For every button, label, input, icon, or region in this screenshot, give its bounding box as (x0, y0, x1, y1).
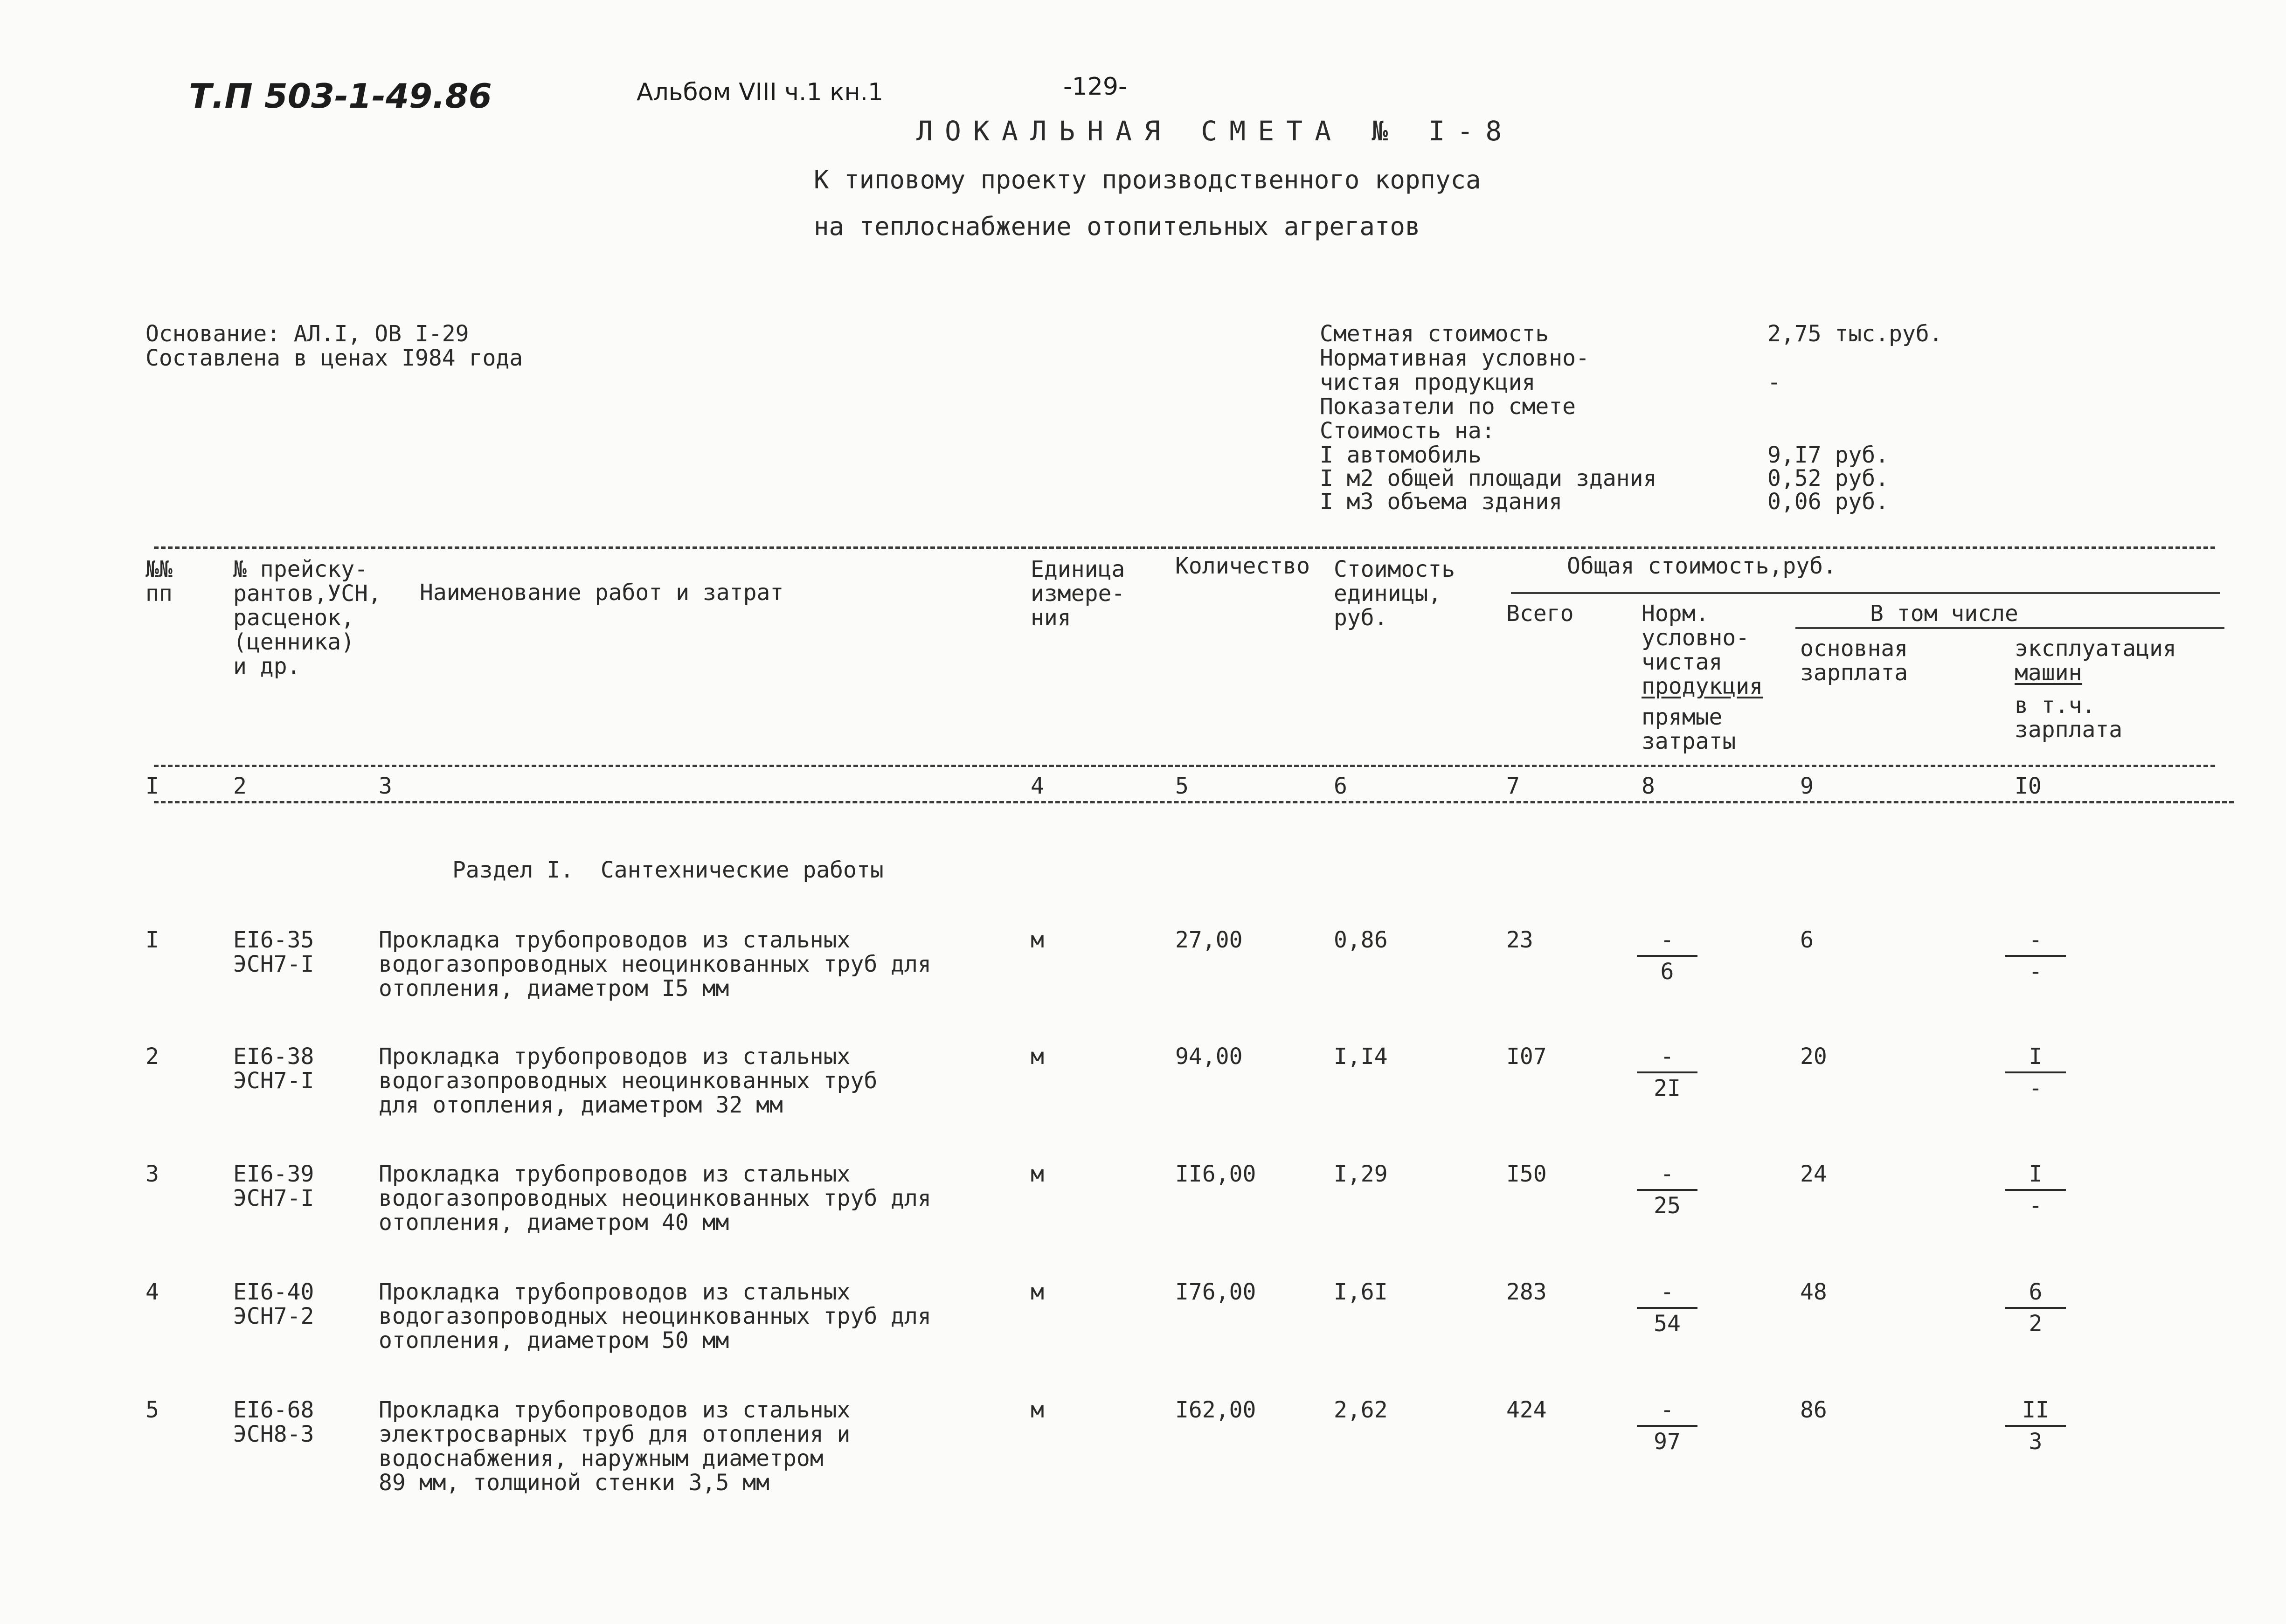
row-number: 4 (145, 1279, 159, 1305)
row-unit-cost: 0,86 (1334, 927, 1388, 953)
row-quantity: I62,00 (1175, 1397, 1256, 1423)
frac-bottom: - (2029, 1193, 2043, 1219)
frac-bottom: 25 (1654, 1193, 1681, 1219)
frac-top: - (1660, 1397, 1674, 1423)
frac-bar (2005, 1189, 2066, 1191)
row-machines (2005, 1044, 2066, 1100)
col-num-10: I0 (2015, 773, 2042, 799)
row-number: I (145, 927, 159, 953)
frac-bottom: 54 (1654, 1311, 1681, 1337)
row-machines (2005, 1280, 2066, 1336)
row-total: 283 (1506, 1279, 1547, 1305)
per-m3-value: 0,06 руб. (1767, 489, 1889, 515)
col-header-unit: Единица измере- ния (1031, 556, 1125, 631)
frac-bottom: 2I (1654, 1075, 1681, 1101)
subtitle-line-1: К типовому проекту производственного корпуса (814, 165, 1481, 194)
row-salary: 6 (1800, 927, 1814, 953)
frac-top: - (1660, 1161, 1674, 1187)
row-total: 424 (1506, 1397, 1547, 1423)
frac-top: I (2029, 1161, 2043, 1187)
basis-line-2: Составлена в ценах I984 года (145, 345, 523, 371)
page-title: ЛОКАЛЬНАЯ СМЕТА № I-8 (916, 115, 1514, 147)
col-header-work-name: Наименование работ и затрат (420, 580, 784, 606)
col-num-4: 4 (1031, 773, 1044, 799)
frac-bottom: - (2029, 1075, 2043, 1101)
row-total: 23 (1506, 927, 1533, 953)
row-machines (2005, 928, 2066, 984)
album-label: Альбом VIII ч.1 кн.1 (637, 78, 884, 106)
frac-bar (2005, 1425, 2066, 1427)
row-unit: м (1031, 1279, 1044, 1305)
frac-bottom: 2 (2029, 1311, 2043, 1337)
row-quantity: II6,00 (1175, 1161, 1256, 1187)
row-unit-cost: I,6I (1334, 1279, 1388, 1305)
row-name: Прокладка трубопроводов из стальных водогазопроводных неоцинкованных труб для отопления, диаметром 32 мм (379, 1044, 878, 1118)
col-num-1: I (145, 773, 159, 799)
page-number: -129- (1063, 73, 1127, 101)
table-top-rule (154, 546, 2215, 549)
row-total: I07 (1506, 1044, 1547, 1070)
col-header-quantity: Количество (1175, 553, 1310, 579)
section-title: Раздел I. Сантехнические работы (452, 857, 884, 883)
frac-bottom: 6 (1660, 959, 1674, 985)
frac-top: - (1660, 927, 1674, 953)
row-total: I50 (1506, 1161, 1547, 1187)
row-salary: 86 (1800, 1397, 1827, 1423)
row-unit: м (1031, 1397, 1044, 1423)
frac-bottom: - (2029, 959, 2043, 985)
col-header-number: №№ пп (145, 556, 173, 607)
col-num-6: 6 (1334, 773, 1347, 799)
row-code: EI6-38 ЭСН7-I (233, 1044, 314, 1094)
col-header-machines: эксплуатация (2015, 636, 2176, 662)
frac-top: - (2029, 927, 2043, 953)
col-num-9: 9 (1800, 773, 1814, 799)
row-quantity: 27,00 (1175, 927, 1243, 953)
frac-bar (1637, 1425, 1697, 1427)
numbers-bottom-rule (154, 801, 2234, 803)
incl-group-rule (1795, 627, 2224, 629)
row-code: EI6-68 ЭСН8-3 (233, 1397, 314, 1447)
header-bottom-rule (154, 765, 2215, 767)
row-norm-direct (1637, 1280, 1697, 1336)
per-m2-value: 0,52 руб. (1767, 465, 1889, 491)
row-name: Прокладка трубопроводов из стальных водогазопроводных неоцинкованных труб для отопления, диаметром 50 мм (379, 1279, 931, 1354)
indicators-label: Показатели по смете (1320, 394, 1576, 420)
col-header-total: Всего (1506, 601, 1574, 627)
col-header-base-salary: основная зарплата (1800, 636, 1908, 686)
col-num-7: 7 (1506, 773, 1520, 799)
frac-bar (1637, 1189, 1697, 1191)
estimate-cost-label: Сметная стоимость (1320, 321, 1549, 347)
per-car-label: I автомобиль (1320, 442, 1482, 468)
row-unit: м (1031, 1044, 1044, 1070)
col-header-price-list: № прейску- рантов,УСН, расценок, (ценника) и др. (233, 556, 381, 679)
frac-bar (1637, 1071, 1697, 1073)
frac-bar (1637, 955, 1697, 957)
row-norm-direct (1637, 1162, 1697, 1218)
row-name: Прокладка трубопроводов из стальных водогазопроводных неоцинкованных труб для отопления, диаметром 40 мм (379, 1161, 931, 1236)
col-header-incl-group: В том числе (1870, 601, 2018, 627)
cost-on-label: Стоимость на: (1320, 418, 1495, 444)
col-num-8: 8 (1642, 773, 1655, 799)
col-header-machines-ul: машин (2015, 660, 2082, 686)
per-m2-label: I м2 общей площади здания (1320, 465, 1657, 491)
estimate-cost-value: 2,75 тыс.руб. (1767, 321, 1943, 347)
row-unit: м (1031, 927, 1044, 953)
norm-label-2: чистая продукция (1320, 369, 1536, 395)
row-name: Прокладка трубопроводов из стальных электросварных труб для отопления и водоснабжения, наружным диаметром 89 мм, толщиной стенки 3,5 мм (379, 1397, 851, 1496)
row-salary: 48 (1800, 1279, 1827, 1305)
norm-label-1: Нормативная условно- (1320, 345, 1589, 371)
frac-bottom: 3 (2029, 1429, 2043, 1455)
col-header-total-group: Общая стоимость,руб. (1567, 553, 1836, 579)
frac-top: II (2022, 1397, 2049, 1423)
frac-top: I (2029, 1044, 2043, 1070)
total-group-rule (1511, 592, 2220, 594)
row-unit-cost: 2,62 (1334, 1397, 1388, 1423)
row-code: EI6-40 ЭСН7-2 (233, 1279, 314, 1329)
frac-top: - (1660, 1279, 1674, 1305)
frac-bar (1637, 1307, 1697, 1309)
row-norm-direct (1637, 1044, 1697, 1100)
basis-line-1: Основание: АЛ.I, ОВ I-29 (145, 321, 469, 347)
frac-bar (2005, 1307, 2066, 1309)
document-stamp: Т.П 503-1-49.86 (189, 76, 492, 116)
frac-top: 6 (2029, 1279, 2043, 1305)
col-num-5: 5 (1175, 773, 1189, 799)
row-norm-direct (1637, 928, 1697, 984)
row-name: Прокладка трубопроводов из стальных водогазопроводных неоцинкованных труб для отопления, диаметром I5 мм (379, 927, 931, 1002)
frac-top: - (1660, 1044, 1674, 1070)
col-header-norm-product-ul: продукция (1642, 673, 1763, 699)
row-quantity: I76,00 (1175, 1279, 1256, 1305)
row-salary: 20 (1800, 1044, 1827, 1070)
row-number: 5 (145, 1397, 159, 1423)
frac-bar (2005, 955, 2066, 957)
col-num-3: 3 (379, 773, 392, 799)
row-norm-direct (1637, 1398, 1697, 1454)
per-m3-label: I м3 объема здания (1320, 489, 1563, 515)
col-header-machines-salary: в т.ч. зарплата (2015, 692, 2123, 743)
row-code: EI6-35 ЭСН7-I (233, 927, 314, 977)
row-machines (2005, 1398, 2066, 1454)
row-unit: м (1031, 1161, 1044, 1187)
norm-value: - (1767, 369, 1781, 395)
row-unit-cost: I,I4 (1334, 1044, 1388, 1070)
col-header-direct-costs: прямые затраты (1642, 704, 1736, 754)
row-machines (2005, 1162, 2066, 1218)
row-unit-cost: I,29 (1334, 1161, 1388, 1187)
row-quantity: 94,00 (1175, 1044, 1243, 1070)
row-number: 2 (145, 1044, 159, 1070)
per-car-value: 9,I7 руб. (1767, 442, 1889, 468)
col-num-2: 2 (233, 773, 247, 799)
col-header-unit-cost: Стоимость единицы, руб. (1334, 556, 1455, 631)
row-code: EI6-39 ЭСН7-I (233, 1161, 314, 1211)
frac-bottom: 97 (1654, 1429, 1681, 1455)
row-salary: 24 (1800, 1161, 1827, 1187)
row-number: 3 (145, 1161, 159, 1187)
subtitle-line-2: на теплоснабжение отопительных агрегатов (814, 212, 1420, 241)
frac-bar (2005, 1071, 2066, 1073)
col-header-norm-product: Норм. условно- чистая (1642, 601, 1750, 675)
